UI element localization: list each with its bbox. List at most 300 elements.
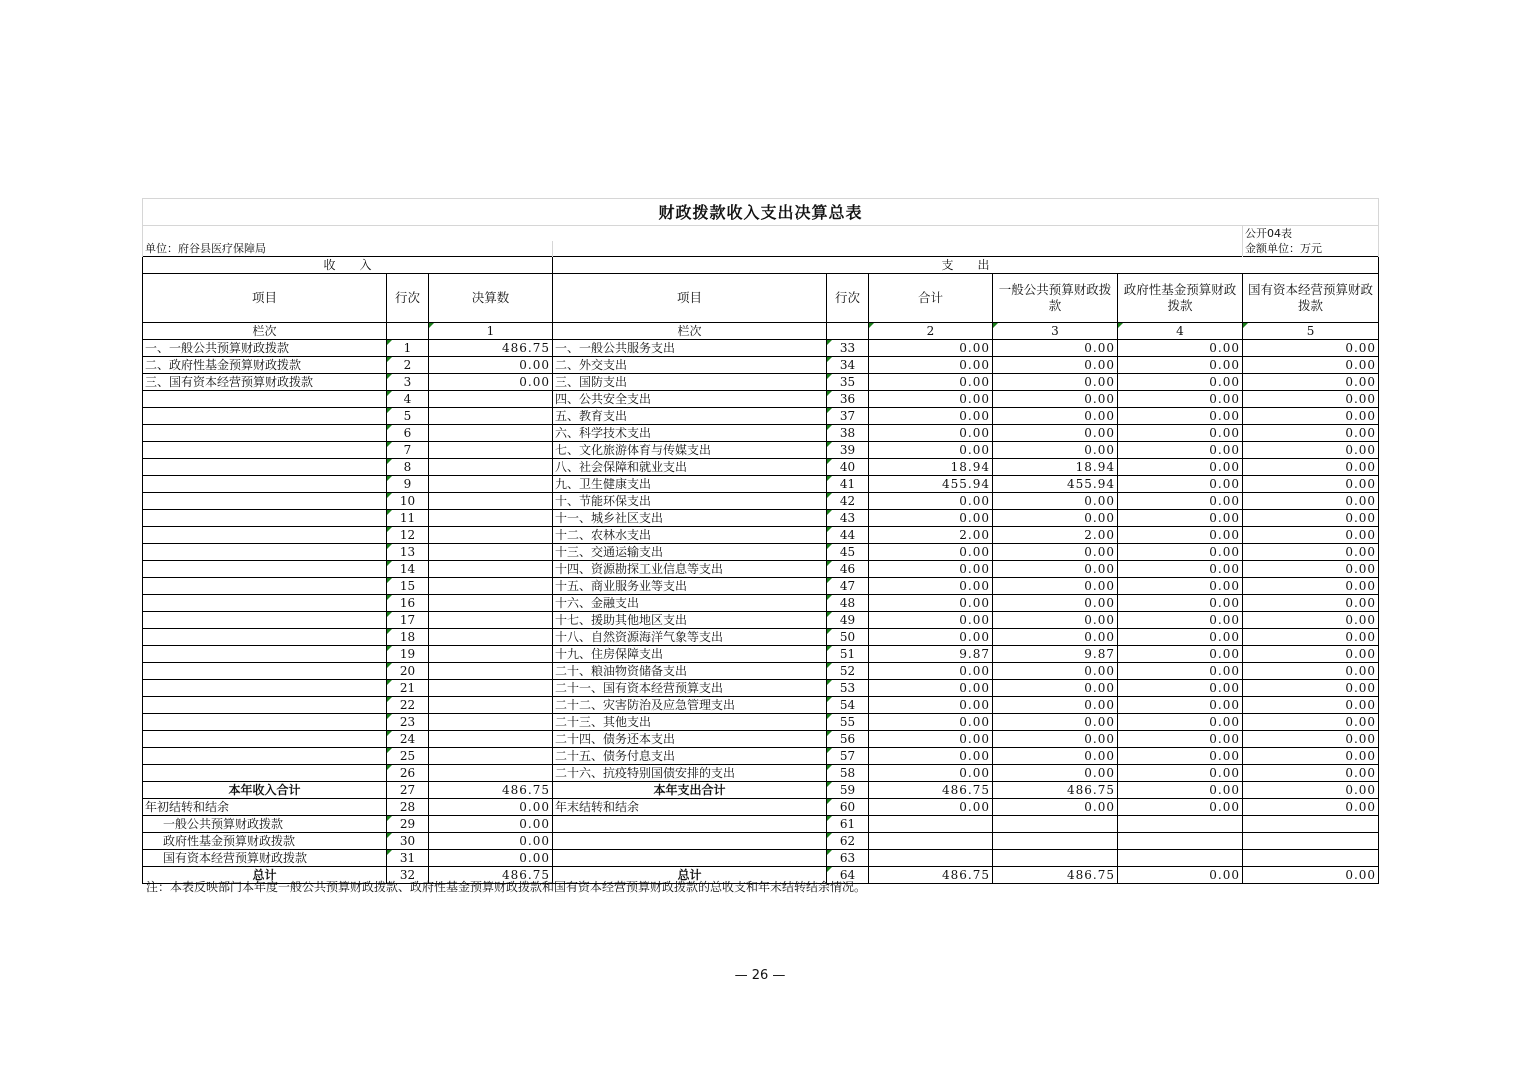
expense-total bbox=[869, 833, 993, 850]
expense-item: 二十三、其他支出 bbox=[553, 714, 827, 731]
expense-general: 0.00 bbox=[993, 442, 1118, 459]
income-line: 5 bbox=[387, 408, 429, 425]
expense-total: 0.00 bbox=[869, 799, 993, 816]
income-line: 10 bbox=[387, 493, 429, 510]
expense-state bbox=[1243, 816, 1379, 833]
expense-line: 51 bbox=[827, 646, 869, 663]
expense-state: 0.00 bbox=[1243, 680, 1379, 697]
expense-fund: 0.00 bbox=[1118, 748, 1243, 765]
page-number: — 26 — bbox=[734, 968, 786, 983]
expense-line: 58 bbox=[827, 765, 869, 782]
expense-total: 0.00 bbox=[869, 697, 993, 714]
expense-state: 0.00 bbox=[1243, 527, 1379, 544]
header-total: 合计 bbox=[869, 274, 993, 323]
income-amount: 0.00 bbox=[429, 374, 553, 391]
table-row bbox=[143, 833, 1379, 850]
expense-fund: 0.00 bbox=[1118, 527, 1243, 544]
expense-fund: 0.00 bbox=[1118, 714, 1243, 731]
expense-item: 十八、自然资源海洋气象等支出 bbox=[553, 629, 827, 646]
income-amount bbox=[429, 476, 553, 493]
expense-item: 八、社会保障和就业支出 bbox=[553, 459, 827, 476]
income-amount bbox=[429, 459, 553, 476]
income-item bbox=[143, 578, 387, 595]
expense-state: 0.00 bbox=[1243, 714, 1379, 731]
expense-general: 0.00 bbox=[993, 697, 1118, 714]
income-amount bbox=[429, 391, 553, 408]
expense-item: 二十五、债务付息支出 bbox=[553, 748, 827, 765]
expense-state bbox=[1243, 850, 1379, 867]
expense-general: 0.00 bbox=[993, 578, 1118, 595]
income-amount bbox=[429, 442, 553, 459]
expense-item: 十三、交通运输支出 bbox=[553, 544, 827, 561]
income-line: 14 bbox=[387, 561, 429, 578]
expense-item: 本年支出合计 bbox=[553, 782, 827, 799]
expense-general: 0.00 bbox=[993, 731, 1118, 748]
expense-total: 0.00 bbox=[869, 408, 993, 425]
income-line: 30 bbox=[387, 833, 429, 850]
table-title: 财政拨款收入支出决算总表 bbox=[143, 199, 1379, 226]
expense-line: 39 bbox=[827, 442, 869, 459]
table-row bbox=[143, 646, 1379, 663]
expense-item: 十、节能环保支出 bbox=[553, 493, 827, 510]
expense-line: 37 bbox=[827, 408, 869, 425]
income-line: 22 bbox=[387, 697, 429, 714]
budget-table bbox=[142, 198, 1379, 884]
expense-general: 0.00 bbox=[993, 629, 1118, 646]
col-label-2: 栏次 bbox=[553, 323, 827, 340]
expense-total: 9.87 bbox=[869, 646, 993, 663]
expense-fund: 0.00 bbox=[1118, 646, 1243, 663]
expense-total: 2.00 bbox=[869, 527, 993, 544]
income-item: 一、一般公共预算财政拨款 bbox=[143, 340, 387, 357]
expense-line: 34 bbox=[827, 357, 869, 374]
expense-fund: 0.00 bbox=[1118, 612, 1243, 629]
table-row bbox=[143, 731, 1379, 748]
expense-fund: 0.00 bbox=[1118, 782, 1243, 799]
expense-general: 0.00 bbox=[993, 612, 1118, 629]
income-amount bbox=[429, 510, 553, 527]
expense-state: 0.00 bbox=[1243, 646, 1379, 663]
expense-line: 53 bbox=[827, 680, 869, 697]
table-row bbox=[143, 816, 1379, 833]
expense-total: 0.00 bbox=[869, 765, 993, 782]
expense-state: 0.00 bbox=[1243, 391, 1379, 408]
section-expense: 支 出 bbox=[553, 257, 1379, 274]
expense-state: 0.00 bbox=[1243, 765, 1379, 782]
income-line: 4 bbox=[387, 391, 429, 408]
income-line: 27 bbox=[387, 782, 429, 799]
income-item bbox=[143, 714, 387, 731]
expense-item: 二十六、抗疫特别国债安排的支出 bbox=[553, 765, 827, 782]
income-amount bbox=[429, 629, 553, 646]
table-row bbox=[143, 357, 1379, 374]
expense-general: 2.00 bbox=[993, 527, 1118, 544]
table-row bbox=[143, 476, 1379, 493]
table-row bbox=[143, 561, 1379, 578]
table-row bbox=[143, 544, 1379, 561]
income-amount bbox=[429, 663, 553, 680]
expense-state: 0.00 bbox=[1243, 442, 1379, 459]
header-item: 项目 bbox=[143, 274, 387, 323]
table-row bbox=[143, 374, 1379, 391]
expense-line: 50 bbox=[827, 629, 869, 646]
col-num-1: 1 bbox=[429, 323, 553, 340]
col-num-3: 3 bbox=[993, 323, 1118, 340]
expense-general: 0.00 bbox=[993, 340, 1118, 357]
table-row bbox=[143, 578, 1379, 595]
expense-fund: 0.00 bbox=[1118, 799, 1243, 816]
expense-state: 0.00 bbox=[1243, 408, 1379, 425]
expense-general: 0.00 bbox=[993, 544, 1118, 561]
income-line: 3 bbox=[387, 374, 429, 391]
income-line: 19 bbox=[387, 646, 429, 663]
table-row bbox=[143, 442, 1379, 459]
expense-total: 0.00 bbox=[869, 714, 993, 731]
header-line: 行次 bbox=[387, 274, 429, 323]
income-item bbox=[143, 697, 387, 714]
expense-line: 46 bbox=[827, 561, 869, 578]
income-amount bbox=[429, 578, 553, 595]
expense-general: 0.00 bbox=[993, 408, 1118, 425]
expense-line: 61 bbox=[827, 816, 869, 833]
expense-item bbox=[553, 816, 827, 833]
income-item bbox=[143, 663, 387, 680]
expense-general: 0.00 bbox=[993, 493, 1118, 510]
income-amount bbox=[429, 425, 553, 442]
income-item bbox=[143, 425, 387, 442]
income-line: 6 bbox=[387, 425, 429, 442]
expense-item: 总计 bbox=[553, 867, 827, 884]
income-item bbox=[143, 527, 387, 544]
expense-total: 0.00 bbox=[869, 425, 993, 442]
expense-state: 0.00 bbox=[1243, 578, 1379, 595]
expense-line: 59 bbox=[827, 782, 869, 799]
income-line: 7 bbox=[387, 442, 429, 459]
expense-state: 0.00 bbox=[1243, 867, 1379, 884]
expense-total: 0.00 bbox=[869, 731, 993, 748]
expense-state: 0.00 bbox=[1243, 459, 1379, 476]
expense-general: 18.94 bbox=[993, 459, 1118, 476]
expense-general bbox=[993, 833, 1118, 850]
expense-item: 十七、援助其他地区支出 bbox=[553, 612, 827, 629]
expense-fund: 0.00 bbox=[1118, 663, 1243, 680]
income-amount: 486.75 bbox=[429, 340, 553, 357]
expense-general: 0.00 bbox=[993, 765, 1118, 782]
expense-general: 0.00 bbox=[993, 374, 1118, 391]
expense-fund: 0.00 bbox=[1118, 391, 1243, 408]
income-item bbox=[143, 442, 387, 459]
expense-general: 486.75 bbox=[993, 782, 1118, 799]
expense-line: 36 bbox=[827, 391, 869, 408]
form-code: 公开04表 bbox=[1243, 226, 1379, 242]
expense-line: 47 bbox=[827, 578, 869, 595]
expense-general: 0.00 bbox=[993, 357, 1118, 374]
income-amount bbox=[429, 493, 553, 510]
expense-item: 十二、农林水支出 bbox=[553, 527, 827, 544]
expense-fund bbox=[1118, 850, 1243, 867]
expense-state: 0.00 bbox=[1243, 340, 1379, 357]
table-row bbox=[143, 340, 1379, 357]
expense-general: 0.00 bbox=[993, 510, 1118, 527]
table-row bbox=[143, 697, 1379, 714]
income-item: 三、国有资本经营预算财政拨款 bbox=[143, 374, 387, 391]
table-row bbox=[143, 629, 1379, 646]
expense-general: 0.00 bbox=[993, 595, 1118, 612]
expense-general: 0.00 bbox=[993, 799, 1118, 816]
income-amount bbox=[429, 527, 553, 544]
col-num-4: 4 bbox=[1118, 323, 1243, 340]
income-item bbox=[143, 765, 387, 782]
expense-item: 九、卫生健康支出 bbox=[553, 476, 827, 493]
expense-fund: 0.00 bbox=[1118, 578, 1243, 595]
table-note: 注：本表反映部门本年度一般公共预算财政拨款、政府性基金预算财政拨款和国有资本经营预算财政拨款的总收支和年末结转结余情况。 bbox=[146, 880, 867, 894]
income-item bbox=[143, 561, 387, 578]
income-amount bbox=[429, 408, 553, 425]
expense-fund bbox=[1118, 833, 1243, 850]
expense-state: 0.00 bbox=[1243, 731, 1379, 748]
income-amount: 0.00 bbox=[429, 816, 553, 833]
expense-item: 十五、商业服务业等支出 bbox=[553, 578, 827, 595]
expense-item: 二十、粮油物资储备支出 bbox=[553, 663, 827, 680]
expense-general: 9.87 bbox=[993, 646, 1118, 663]
expense-total: 0.00 bbox=[869, 663, 993, 680]
expense-line: 54 bbox=[827, 697, 869, 714]
income-amount bbox=[429, 714, 553, 731]
expense-state: 0.00 bbox=[1243, 782, 1379, 799]
table-row bbox=[143, 595, 1379, 612]
expense-item: 年末结转和结余 bbox=[553, 799, 827, 816]
income-amount bbox=[429, 544, 553, 561]
expense-fund: 0.00 bbox=[1118, 425, 1243, 442]
amount-unit: 金额单位：万元 bbox=[1243, 241, 1379, 257]
income-line: 20 bbox=[387, 663, 429, 680]
expense-total: 0.00 bbox=[869, 629, 993, 646]
expense-line: 35 bbox=[827, 374, 869, 391]
income-line: 11 bbox=[387, 510, 429, 527]
expense-line: 40 bbox=[827, 459, 869, 476]
expense-total: 0.00 bbox=[869, 748, 993, 765]
income-item: 本年收入合计 bbox=[143, 782, 387, 799]
col-num-2: 2 bbox=[869, 323, 993, 340]
expense-item: 六、科学技术支出 bbox=[553, 425, 827, 442]
income-item bbox=[143, 476, 387, 493]
expense-state: 0.00 bbox=[1243, 476, 1379, 493]
header-amount: 决算数 bbox=[429, 274, 553, 323]
expense-item: 七、文化旅游体育与传媒支出 bbox=[553, 442, 827, 459]
table-row bbox=[143, 612, 1379, 629]
table-row bbox=[143, 850, 1379, 867]
income-line: 28 bbox=[387, 799, 429, 816]
expense-state: 0.00 bbox=[1243, 663, 1379, 680]
section-income: 收 入 bbox=[143, 257, 553, 274]
expense-state: 0.00 bbox=[1243, 374, 1379, 391]
table-row bbox=[143, 391, 1379, 408]
expense-item: 十一、城乡社区支出 bbox=[553, 510, 827, 527]
income-amount bbox=[429, 748, 553, 765]
expense-fund: 0.00 bbox=[1118, 544, 1243, 561]
table-row bbox=[143, 408, 1379, 425]
income-amount: 0.00 bbox=[429, 357, 553, 374]
table-row bbox=[143, 680, 1379, 697]
income-line: 12 bbox=[387, 527, 429, 544]
expense-item bbox=[553, 833, 827, 850]
table-row bbox=[143, 510, 1379, 527]
expense-fund bbox=[1118, 816, 1243, 833]
header-exp-line: 行次 bbox=[827, 274, 869, 323]
income-amount: 0.00 bbox=[429, 799, 553, 816]
table-row bbox=[143, 425, 1379, 442]
expense-line: 42 bbox=[827, 493, 869, 510]
expense-item: 一、一般公共服务支出 bbox=[553, 340, 827, 357]
expense-item: 二、外交支出 bbox=[553, 357, 827, 374]
expense-general: 0.00 bbox=[993, 561, 1118, 578]
income-line: 29 bbox=[387, 816, 429, 833]
expense-fund: 0.00 bbox=[1118, 731, 1243, 748]
expense-item: 二十一、国有资本经营预算支出 bbox=[553, 680, 827, 697]
table-row bbox=[143, 493, 1379, 510]
expense-total: 0.00 bbox=[869, 340, 993, 357]
income-line: 26 bbox=[387, 765, 429, 782]
expense-general: 0.00 bbox=[993, 680, 1118, 697]
income-line: 23 bbox=[387, 714, 429, 731]
income-item: 国有资本经营预算财政拨款 bbox=[143, 850, 387, 867]
expense-general: 455.94 bbox=[993, 476, 1118, 493]
income-line: 32 bbox=[387, 867, 429, 884]
income-amount bbox=[429, 646, 553, 663]
income-line: 25 bbox=[387, 748, 429, 765]
expense-total: 0.00 bbox=[869, 680, 993, 697]
expense-line: 64 bbox=[827, 867, 869, 884]
expense-general: 0.00 bbox=[993, 714, 1118, 731]
income-item: 二、政府性基金预算财政拨款 bbox=[143, 357, 387, 374]
expense-state: 0.00 bbox=[1243, 544, 1379, 561]
expense-fund: 0.00 bbox=[1118, 459, 1243, 476]
expense-total: 0.00 bbox=[869, 561, 993, 578]
expense-line: 48 bbox=[827, 595, 869, 612]
expense-state: 0.00 bbox=[1243, 493, 1379, 510]
expense-line: 56 bbox=[827, 731, 869, 748]
income-amount: 486.75 bbox=[429, 782, 553, 799]
expense-fund: 0.00 bbox=[1118, 357, 1243, 374]
expense-state: 0.00 bbox=[1243, 697, 1379, 714]
expense-total: 0.00 bbox=[869, 510, 993, 527]
income-line: 8 bbox=[387, 459, 429, 476]
income-line: 17 bbox=[387, 612, 429, 629]
expense-general: 0.00 bbox=[993, 663, 1118, 680]
income-item bbox=[143, 646, 387, 663]
table-row bbox=[143, 459, 1379, 476]
expense-line: 52 bbox=[827, 663, 869, 680]
income-amount bbox=[429, 731, 553, 748]
income-line: 31 bbox=[387, 850, 429, 867]
expense-general: 0.00 bbox=[993, 425, 1118, 442]
income-item bbox=[143, 731, 387, 748]
income-line: 18 bbox=[387, 629, 429, 646]
expense-line: 41 bbox=[827, 476, 869, 493]
income-amount bbox=[429, 561, 553, 578]
expense-item: 十九、住房保障支出 bbox=[553, 646, 827, 663]
expense-item bbox=[553, 850, 827, 867]
expense-state: 0.00 bbox=[1243, 561, 1379, 578]
expense-state: 0.00 bbox=[1243, 748, 1379, 765]
table-row bbox=[143, 765, 1379, 782]
expense-total: 0.00 bbox=[869, 544, 993, 561]
expense-line: 62 bbox=[827, 833, 869, 850]
expense-fund: 0.00 bbox=[1118, 493, 1243, 510]
expense-general bbox=[993, 850, 1118, 867]
income-line: 2 bbox=[387, 357, 429, 374]
unit-label: 单位：府谷县医疗保障局 bbox=[143, 241, 553, 257]
income-item bbox=[143, 510, 387, 527]
expense-line: 60 bbox=[827, 799, 869, 816]
expense-state: 0.00 bbox=[1243, 629, 1379, 646]
expense-total: 486.75 bbox=[869, 782, 993, 799]
expense-fund: 0.00 bbox=[1118, 442, 1243, 459]
expense-fund: 0.00 bbox=[1118, 680, 1243, 697]
income-item: 政府性基金预算财政拨款 bbox=[143, 833, 387, 850]
income-amount: 486.75 bbox=[429, 867, 553, 884]
income-amount bbox=[429, 595, 553, 612]
income-line: 9 bbox=[387, 476, 429, 493]
expense-fund: 0.00 bbox=[1118, 595, 1243, 612]
expense-line: 49 bbox=[827, 612, 869, 629]
expense-line: 57 bbox=[827, 748, 869, 765]
expense-state: 0.00 bbox=[1243, 799, 1379, 816]
income-amount: 0.00 bbox=[429, 850, 553, 867]
expense-fund: 0.00 bbox=[1118, 476, 1243, 493]
header-fund: 政府性基金预算财政拨款 bbox=[1118, 274, 1243, 323]
expense-line: 55 bbox=[827, 714, 869, 731]
expense-item: 二十二、灾害防治及应急管理支出 bbox=[553, 697, 827, 714]
expense-total bbox=[869, 816, 993, 833]
expense-fund: 0.00 bbox=[1118, 374, 1243, 391]
expense-state: 0.00 bbox=[1243, 425, 1379, 442]
expense-line: 33 bbox=[827, 340, 869, 357]
income-item bbox=[143, 408, 387, 425]
expense-item: 五、教育支出 bbox=[553, 408, 827, 425]
income-item bbox=[143, 459, 387, 476]
header-exp-item: 项目 bbox=[553, 274, 827, 323]
income-item bbox=[143, 391, 387, 408]
income-item bbox=[143, 680, 387, 697]
expense-fund: 0.00 bbox=[1118, 408, 1243, 425]
income-amount bbox=[429, 680, 553, 697]
col-num-5: 5 bbox=[1243, 323, 1379, 340]
expense-state: 0.00 bbox=[1243, 595, 1379, 612]
table-row bbox=[143, 714, 1379, 731]
expense-line: 38 bbox=[827, 425, 869, 442]
expense-item: 二十四、债务还本支出 bbox=[553, 731, 827, 748]
header-general: 一般公共预算财政拨款 bbox=[993, 274, 1118, 323]
expense-state bbox=[1243, 833, 1379, 850]
expense-item: 十四、资源勘探工业信息等支出 bbox=[553, 561, 827, 578]
expense-line: 63 bbox=[827, 850, 869, 867]
table-row bbox=[143, 782, 1379, 799]
expense-total: 0.00 bbox=[869, 374, 993, 391]
expense-state: 0.00 bbox=[1243, 612, 1379, 629]
income-item bbox=[143, 544, 387, 561]
expense-total bbox=[869, 850, 993, 867]
header-state: 国有资本经营预算财政拨款 bbox=[1243, 274, 1379, 323]
expense-total: 0.00 bbox=[869, 391, 993, 408]
expense-total: 455.94 bbox=[869, 476, 993, 493]
income-item bbox=[143, 595, 387, 612]
expense-line: 43 bbox=[827, 510, 869, 527]
table-row bbox=[143, 663, 1379, 680]
expense-fund: 0.00 bbox=[1118, 697, 1243, 714]
expense-total: 0.00 bbox=[869, 493, 993, 510]
expense-fund: 0.00 bbox=[1118, 867, 1243, 884]
